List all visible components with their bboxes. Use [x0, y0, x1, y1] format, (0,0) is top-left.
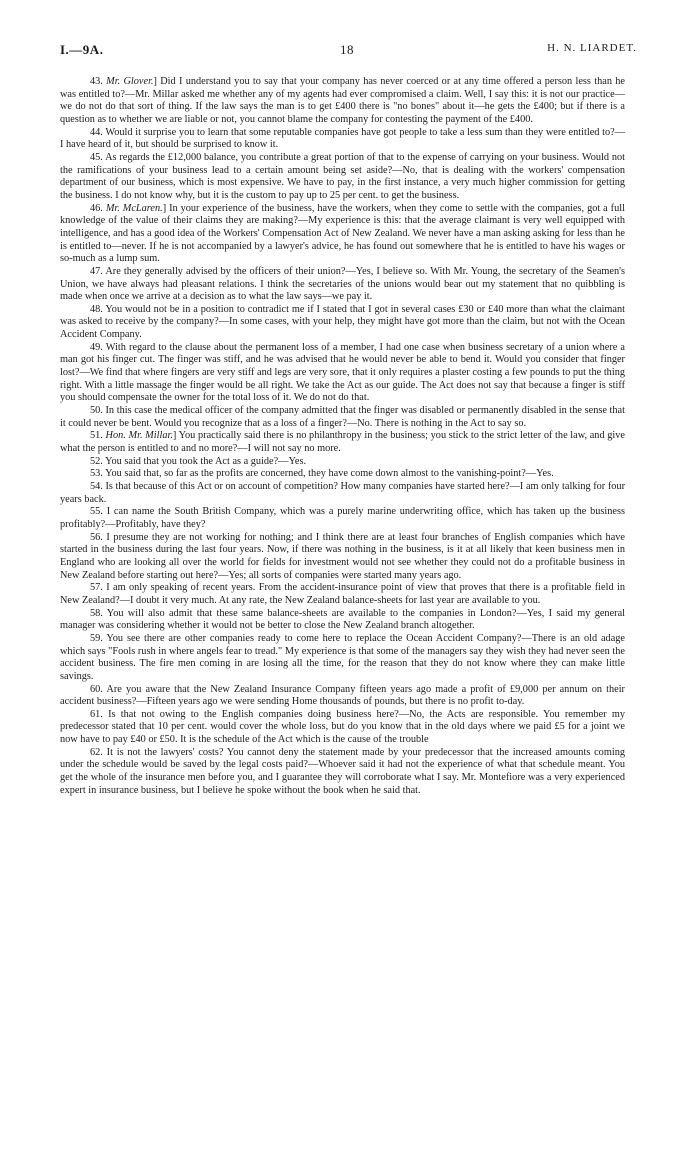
page-number: 18	[340, 42, 354, 57]
paragraph-60: 60. Are you aware that the New Zealand Insurance Company fifteen years ago made a profit of £9,000 per annum on their accident business?—Fifteen years ago we were sending Home thousands of pounds, but there is no profit to-day.	[60, 683, 625, 708]
witness-name: H. N. LIARDET.	[547, 42, 637, 54]
paragraph-61: 61. Is that not owing to the English companies doing business here?—No, the Acts are responsible. You remember my predecessor stated that 10 per cent. would cover the whole loss, but do you know that in the old days where we paid £5 for a joint we now have to pay £40 or £50. It is the schedule of the Act which is the cause of the trouble	[60, 708, 625, 746]
paragraph-47: 47. Are they generally advised by the officers of their union?—Yes, I believe so. With Mr. Young, the secretary of the Seamen's Union, we have always had pleasant relations. I think the secretaries of the unions would bear out my statement that no quibbling is made when once we arrive at a decision as to what the law says—we pay it.	[60, 265, 625, 303]
paragraph-62: 62. It is not the lawyers' costs? You cannot deny the statement made by your predecessor that the increased amounts coming under the schedule would be saved by the legal costs paid?—Whoever said it had not the experience of what that schedule meant. You get the whole of the insurance men before you, and I guarantee they will corroborate what I say. Mr. Montefiore was a very experienced expert in insurance business, but I believe he spoke without the book when he said that.	[60, 746, 625, 796]
paragraph-54: 54. Is that because of this Act or on account of competition? How many companies have started here?—I am only talking for four years back.	[60, 481, 625, 505]
paragraph-56: 56. I presume they are not working for nothing; and I think there are at least four branches of English companies which have started in the business during the last four years. Now, if there was nothing in the business, is it at all likely that keen business men in England who are looking all over the world for fields for investment would not see whether they could not do a profitable business in New Zealand before starting out here?—Yes; all sorts of companies were started many years ago.	[60, 531, 625, 581]
speaker-name: Mr. McLaren.	[105, 202, 163, 214]
paragraph-51: 51. Hon. Mr. Millar.] You practically said there is no philanthropy in the business; you stick to the strict letter of the law, and give what the person is entitled to and no more?—I will not say no more.	[60, 430, 625, 455]
paper-reference: I.—9A.	[60, 42, 104, 57]
speaker-name: Mr. Glover.	[106, 76, 154, 87]
speaker-name: Hon. Mr. Millar.	[105, 430, 173, 442]
paragraph-52: 52. You said that you took the Act as a guide?—Yes.	[90, 455, 307, 467]
paragraph-50: 50. In this case the medical officer of the company admitted that the finger was disabled or permanently disabled in the sense that it could never be bent. Would you recognize that as a loss of a finger?—No. There is nothing in the Act to say so.	[60, 405, 625, 429]
paragraph-58: 58. You will also admit that these same balance-sheets are available to the companies in London?—Yes, I said my general manager was considering whether it would not be better to close the New Zealand branch altogether.	[60, 607, 625, 632]
paragraph-55: 55. I can name the South British Company, which was a purely marine underwriting office, which has taken up the business profitably?—Profitably, have they?	[60, 506, 625, 530]
paragraph-48: 48. You would not be in a position to contradict me if I stated that I got in several cases £30 or £40 more than what the claimant was asked to receive by the company?—In some cases, with your help, they might have got more than the claim, but not with the Ocean Accident Company.	[60, 303, 625, 341]
paragraph-49: 49. With regard to the clause about the permanent loss of a member, I had one case when business secretary of a union where a man got his finger cut. The finger was stiff, and he was advised that he would never be able to bend it. Would you consider that finger lost?—We find that where fingers are very stiff and legs are very sore, that it only requires a plaster costing a few pounds to put the thing right. With a little massage the finger would be all right. We take the Act as our guide. The Act does not say that because a finger is stiff you should compensate the owner for the total loss of it. We do not do that.	[60, 341, 625, 404]
paragraph-59: 59. You see there are other companies ready to come here to replace the Ocean Accident Company?—There is an old adage which says "Fools rush in where angels fear to tread." My experience is that some of the managers say they wish they had never seen the accident business. The fire men coming in are losing all the time, for the reason that they do not know where they can make little savings.	[60, 632, 625, 682]
paragraph-53: 53. You said that, so far as the profits are concerned, they have come down almost to the vanishing-point?—Yes.	[90, 468, 554, 480]
testimony-body	[60, 76, 625, 797]
page-header	[60, 42, 637, 62]
paragraph-44: 44. Would it surprise you to learn that some reputable companies have got people to take a less sum than they were entitled to?—I have heard of it, but should be surprised to know it.	[60, 126, 625, 151]
paragraph-45: 45. As regards the £12,000 balance, you contribute a great portion of that to the expense of carrying on your business. Would not the ramifications of your business lead to a certain amount being set aside?—No, that is dealing with the workers' compensation department of our business, which is most expensive. We have to pay, in the first instance, a very much higher commission for getting the business. I do not know why, but it is the custom to pay up to 25 per cent. to get the business.	[60, 151, 625, 201]
paragraph-46: 46. Mr. McLaren.] In your experience of the business, have the workers, when they come to settle with the companies, got a full knowledge of the value of their claims they are making?—My experience is this: that the average claimant is very well equipped with intelligence, and has a good idea of the Workers' Compensation Act of New Zealand. We never have a man asking asking for less than he is entitled to—never. If he is not accompanied by a lawyer's advice, he has found out somewhere that he is entitled to have his wages or so-much as a lump sum.	[60, 202, 625, 265]
paragraph-43: 43. Mr. Glover.] Did I understand you to say that your company has never coerced or at any time offered a person less than he was entitled to?—Mr. Millar asked me whether any of my agents had ever compromised a claim. Well, I say this: it is not our practice—we do not do that sort of thing. If the law says the man is to get £400 there is "no bones" about it—he gets the £400; but if there is a question as to whether we are liable or not, you cannot blame the company for contesting the payment of the £400.	[60, 76, 625, 125]
paragraph-57: 57. I am only speaking of recent years. From the accident-insurance point of view that proves that there is a profitable field in New Zealand?—I doubt it very much. At any rate, the New Zealand balance-sheets for last year are available to you.	[60, 582, 625, 606]
